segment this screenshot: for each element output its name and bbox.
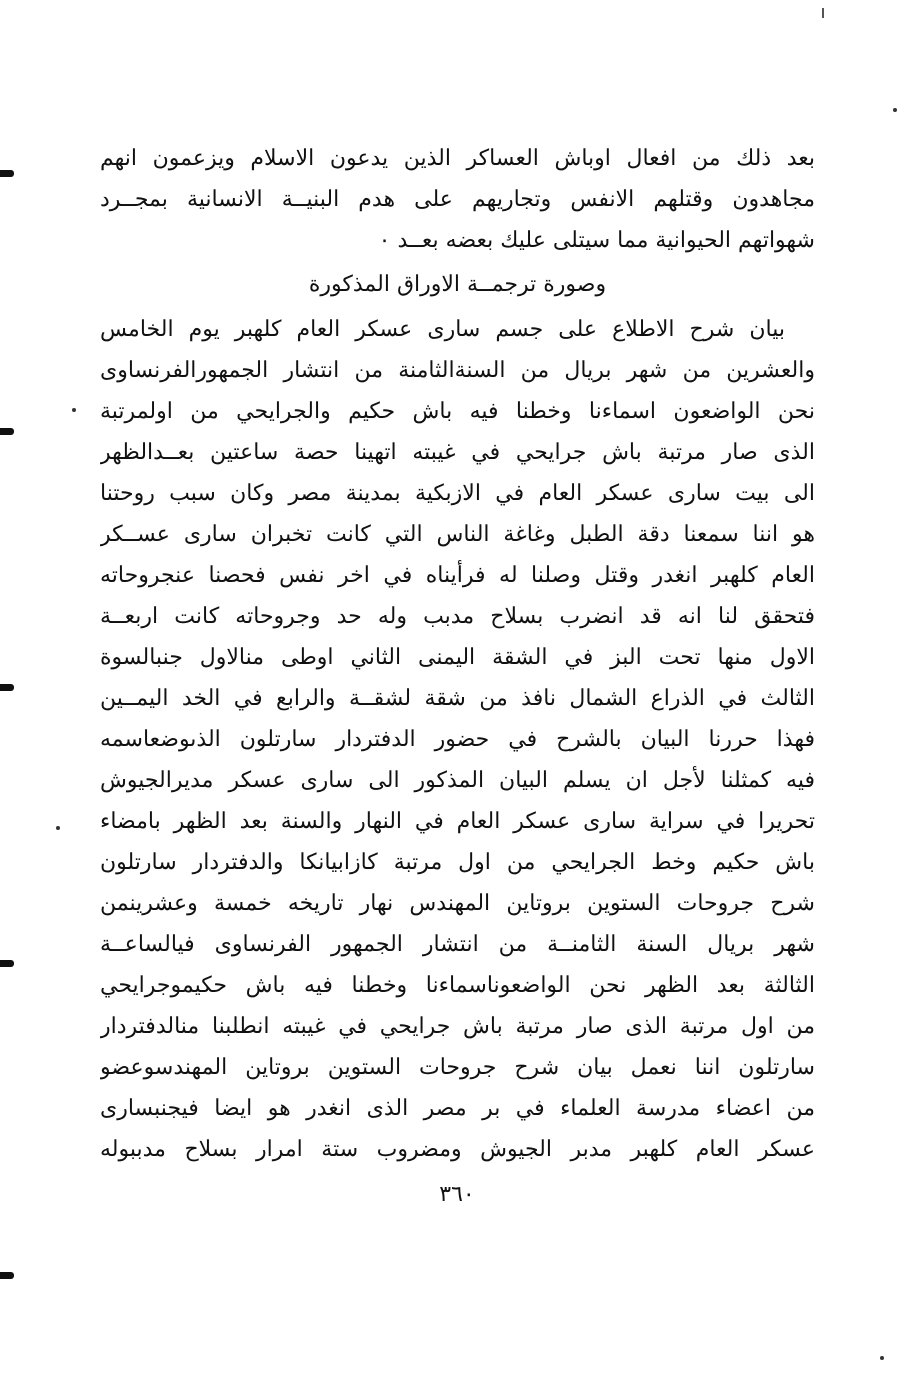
- text-line: شهواتهم الحيوانية مما سيتلى عليك بعضه بعــد ٠: [378, 228, 815, 253]
- text-line: والعشرين من شهر بريال من السنةالثامنة من انتشار الجمهورالفرنساوى: [100, 358, 815, 383]
- text-line: هو اننا سمعنا دقة الطبل وغاغة الناس التي كانت تخبران سارى عســكر: [100, 522, 815, 547]
- binding-mark: [0, 170, 14, 177]
- text-line: بعد ذلك من افعال اوباش العساكر الذين يدعون الاسلام ويزعمون انهم: [100, 146, 815, 171]
- text-line: عسكر العام كلهبر مدبر الجيوش ومضروب ستة امرار بسلاح مدببوله: [100, 1137, 815, 1162]
- text-line: سارتلون اننا نعمل بيان شرح جروحات الستوين بروتاين المهندسوعضو: [100, 1055, 815, 1080]
- text-line: الثالثة بعد الظهر نحن الواضعوناسماءنا وخطنا فيه باش حكيموجرايحي: [100, 973, 815, 998]
- scan-speck: [880, 1356, 884, 1360]
- body-text: [100, 138, 815, 1170]
- binding-mark: [0, 684, 14, 691]
- text-line: شرح جروحات الستوين بروتاين المهندس نهار تاريخه خمسة وعشرينمن: [100, 891, 815, 916]
- text-line: الذى صار مرتبة باش جرايحي في غيبته اتهينا حصة ساعتين بعــدالظهر: [100, 440, 815, 465]
- text-line: فيه كمثلنا لأجل ان يسلم البيان المذكور الى سارى عسكر مديرالجيوش: [100, 768, 815, 793]
- scan-speck: [56, 826, 60, 830]
- scan-speck: [822, 8, 824, 18]
- text-line: الاول منها تحت البز في الشقة اليمنى الثاني اوطى منالاول جنبالسوة: [100, 645, 815, 670]
- text-line: تحريرا في سراية سارى عسكر العام في النهار والسنة بعد الظهر بامضاء: [100, 809, 815, 834]
- section-heading: وصورة ترجمــة الاوراق المذكورة: [308, 272, 607, 297]
- text-line: نحن الواضعون اسماءنا وخطنا فيه باش حكيم والجرايحي من اولمرتبة: [100, 399, 815, 424]
- text-line: العام كلهبر انغدر وقتل وصلنا له فرأيناه في اخر نفس فحصنا عنجروحاته: [100, 563, 815, 588]
- scan-speck: [72, 408, 76, 412]
- text-line: بيان شرح الاطلاع على جسم سارى عسكر العام كلهبر يوم الخامس: [100, 317, 785, 342]
- text-line: فهذا حررنا البيان بالشرح في حضور الدفتردار سارتلون الذىوضعاسمه: [100, 727, 815, 752]
- text-line: مجاهدون وقتلهم الانفس وتجاريهم على هدم البنيــة الانسانية بمجــرد: [100, 187, 815, 212]
- page-number: ٣٦٠: [439, 1182, 475, 1207]
- binding-mark: [0, 428, 14, 435]
- text-line: فتحقق لنا انه قد انضرب بسلاح مدبب وله حد وجروحاته كانت اربعــة: [100, 604, 815, 629]
- scan-speck: [893, 108, 897, 112]
- text-line: شهر بريال السنة الثامنــة من انتشار الجمهور الفرنساوى فيالساعــة: [100, 932, 815, 957]
- text-line: باش حكيم وخط الجرايحي من اول مرتبة كازابيانكا والدفتردار سارتلون: [100, 850, 815, 875]
- text-line: الى بيت سارى عسكر العام في الازبكية بمدينة مصر وكان سبب روحتنا: [100, 481, 815, 506]
- binding-mark: [0, 960, 14, 967]
- text-line: من اول مرتبة الذى صار مرتبة باش جرايحي في غيبته انطلبنا منالدفتردار: [100, 1014, 815, 1039]
- text-line: الثالث في الذراع الشمال نافذ من شقة لشقــة والرابع في الخد اليمــين: [100, 686, 815, 711]
- binding-mark: [0, 1272, 14, 1279]
- text-line: من اعضاء مدرسة العلماء في بر مصر الذى انغدر هو ايضا فيجنبسارى: [100, 1096, 815, 1121]
